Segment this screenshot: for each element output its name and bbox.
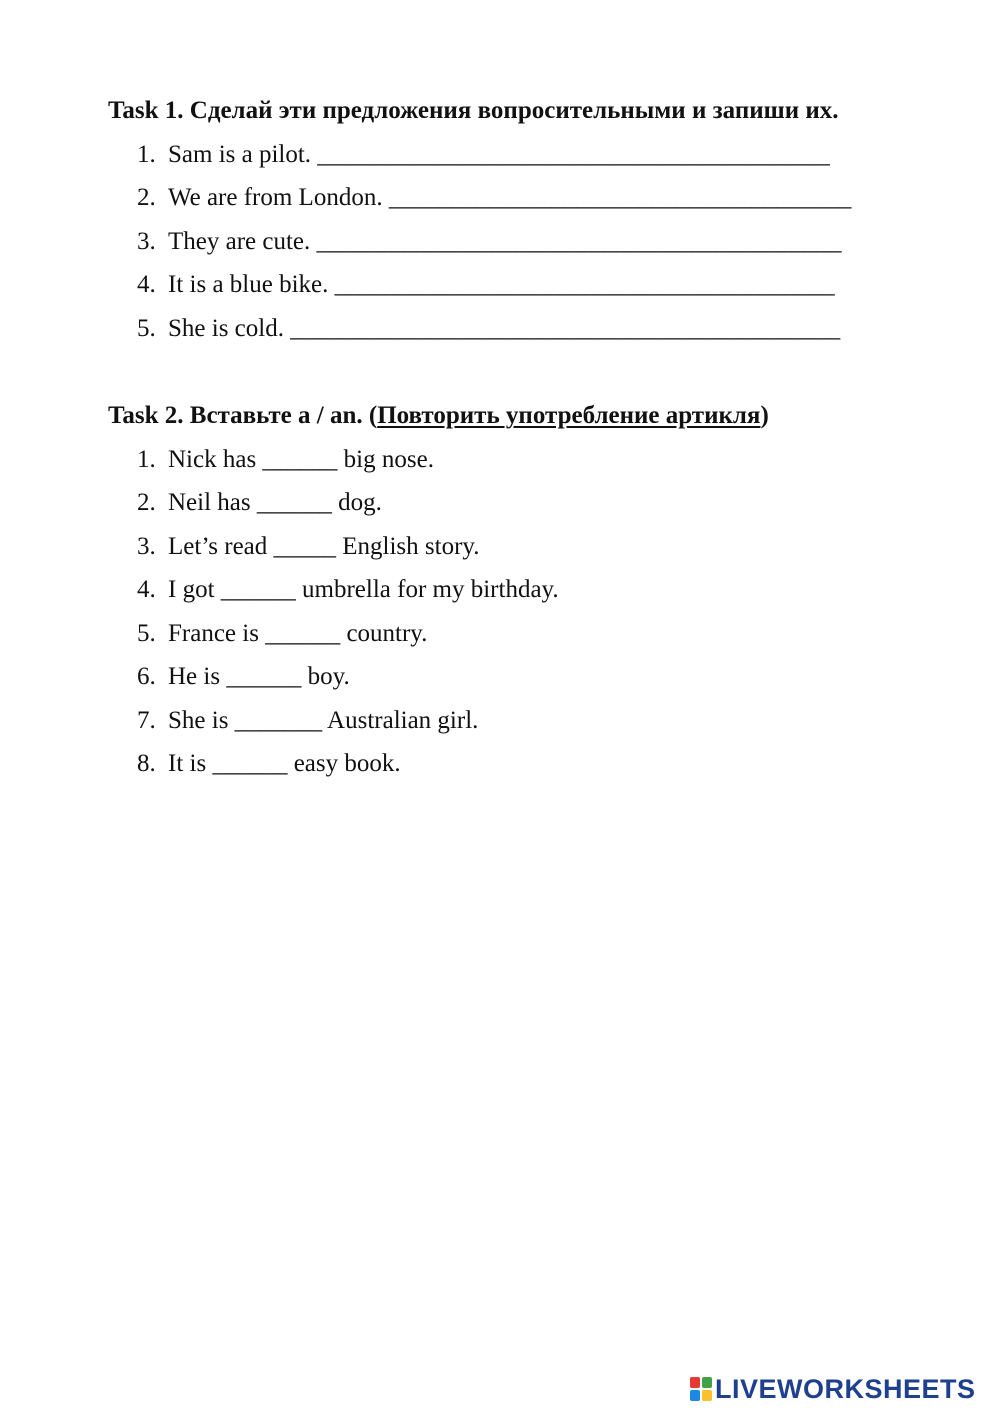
- item-number: 1.: [137, 141, 156, 168]
- task2-item-6: [137, 662, 350, 692]
- item-text: It is ______ easy book.: [168, 750, 401, 777]
- task2-item-5: [137, 619, 427, 649]
- logo-square-blue: [690, 1390, 700, 1401]
- item-text: She is cold. ____________________________________________: [168, 315, 841, 342]
- item-text: France is ______ country.: [168, 620, 428, 647]
- task2-item-2: [137, 488, 382, 518]
- item-number: 1.: [137, 446, 156, 473]
- task2-title-suffix: ): [760, 402, 769, 429]
- item-number: 7.: [137, 707, 156, 734]
- item-number: 2.: [137, 184, 156, 211]
- item-text: They are cute. __________________________________________: [168, 228, 842, 255]
- item-number: 3.: [137, 533, 156, 560]
- item-number: 6.: [137, 663, 156, 690]
- logo-square-red: [690, 1377, 700, 1388]
- task1-item-1: [137, 140, 830, 170]
- item-number: 4.: [137, 576, 156, 603]
- item-text: He is ______ boy.: [168, 663, 350, 690]
- item-text: It is a blue bike. ________________________________________: [168, 271, 835, 298]
- task1-item-2: [137, 183, 851, 213]
- item-text: We are from London. _____________________________________: [168, 184, 852, 211]
- item-text: I got ______ umbrella for my birthday.: [168, 576, 559, 603]
- article-rules-link[interactable]: Повторить употребление артикля: [377, 402, 761, 429]
- item-number: 3.: [137, 228, 156, 255]
- task2-item-3: [137, 532, 480, 562]
- item-number: 5.: [137, 620, 156, 647]
- task2-title-prefix: Task 2. Вставьте a / an. (: [108, 402, 378, 429]
- liveworksheets-logo[interactable]: [690, 1374, 976, 1404]
- item-number: 5.: [137, 315, 156, 342]
- task2-item-4: [137, 575, 559, 605]
- task2-item-7: [137, 706, 478, 736]
- logo-square-green: [702, 1377, 712, 1388]
- logo-square-yellow: [702, 1390, 712, 1401]
- item-text: She is _______ Australian girl.: [168, 707, 479, 734]
- task1-item-3: [137, 227, 842, 257]
- logo-text: LIVEWORKSHEETS: [715, 1374, 976, 1404]
- item-text: Let’s read _____ English story.: [168, 533, 480, 560]
- task2-item-8: [137, 749, 401, 779]
- task1-title: Task 1. Сделай эти предложения вопросительными и запиши их.: [108, 97, 839, 124]
- item-number: 4.: [137, 271, 156, 298]
- item-number: 2.: [137, 489, 156, 516]
- liveworksheets-logo-icon: [690, 1377, 712, 1401]
- item-number: 8.: [137, 750, 156, 777]
- task2-title: [108, 401, 769, 431]
- task1-item-5: [137, 314, 840, 344]
- item-text: Nick has ______ big nose.: [168, 446, 434, 473]
- task1-item-4: [137, 270, 835, 300]
- task2-item-1: [137, 445, 434, 475]
- item-text: Neil has ______ dog.: [168, 489, 382, 516]
- item-text: Sam is a pilot. _________________________________________: [168, 141, 830, 168]
